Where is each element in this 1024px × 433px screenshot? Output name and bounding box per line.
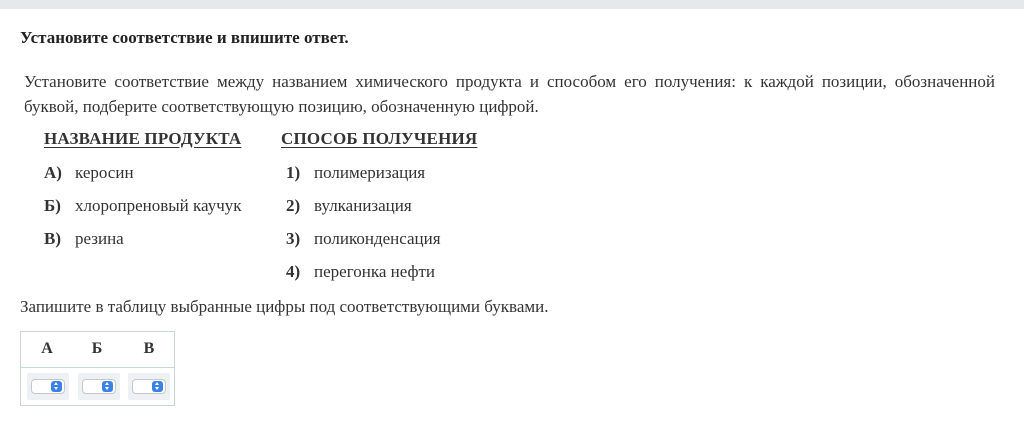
product-item-a [44,162,134,184]
chevron-up-down-icon [102,381,113,392]
product-item-v [44,228,124,250]
answer-letter-a: А [41,340,53,357]
chevron-up-down-icon [152,381,163,392]
method-item-1 [286,162,425,184]
method-item-text: перегонка нефти [314,262,436,281]
product-item-letter: А) [44,163,62,182]
method-item-number: 4) [286,262,301,281]
answer-select-v[interactable] [132,379,166,394]
top-bar [0,0,1024,9]
answer-letter-b: Б [91,340,103,357]
answer-cell-b [78,373,120,400]
method-item-3 [286,228,441,250]
product-item-text: резина [75,229,124,248]
answer-table-header [21,332,174,368]
answer-table [20,331,175,406]
task-instruction: Установите соответствие между названием химического продукта и способом его получения: к каждой позиции, обозначенной буквой, подберите соответствующую позицию, обозначенную цифрой. [24,72,995,116]
product-item-letter: Б) [44,196,61,215]
answer-cell-a [27,373,69,400]
method-item-text: поликонденсация [314,229,441,248]
product-item-b [44,195,242,217]
method-item-text: вулканизация [314,196,412,215]
column-header-method: СПОСОБ ПОЛУЧЕНИЯ [281,129,478,148]
answer-cell-v [128,373,170,400]
answer-select-b[interactable] [82,379,116,394]
product-item-letter: В) [44,229,61,248]
method-item-4 [286,261,435,283]
answer-letter-v: В [143,340,155,357]
answer-prompt: Запишите в таблицу выбранные цифры под соответствующими буквами. [20,297,549,316]
method-item-number: 2) [286,196,301,215]
column-header-product: НАЗВАНИЕ ПРОДУКТА [44,129,242,148]
answer-select-a[interactable] [31,379,65,394]
method-item-number: 3) [286,229,301,248]
chevron-up-down-icon [51,381,62,392]
method-item-2 [286,195,412,217]
product-item-text: хлоропреновый каучук [75,196,242,215]
method-item-number: 1) [286,163,301,182]
product-item-text: керосин [75,163,134,182]
method-item-text: полимеризация [314,163,426,182]
task-title: Установите соответствие и впишите ответ. [20,28,349,47]
answer-table-cells [21,368,174,406]
